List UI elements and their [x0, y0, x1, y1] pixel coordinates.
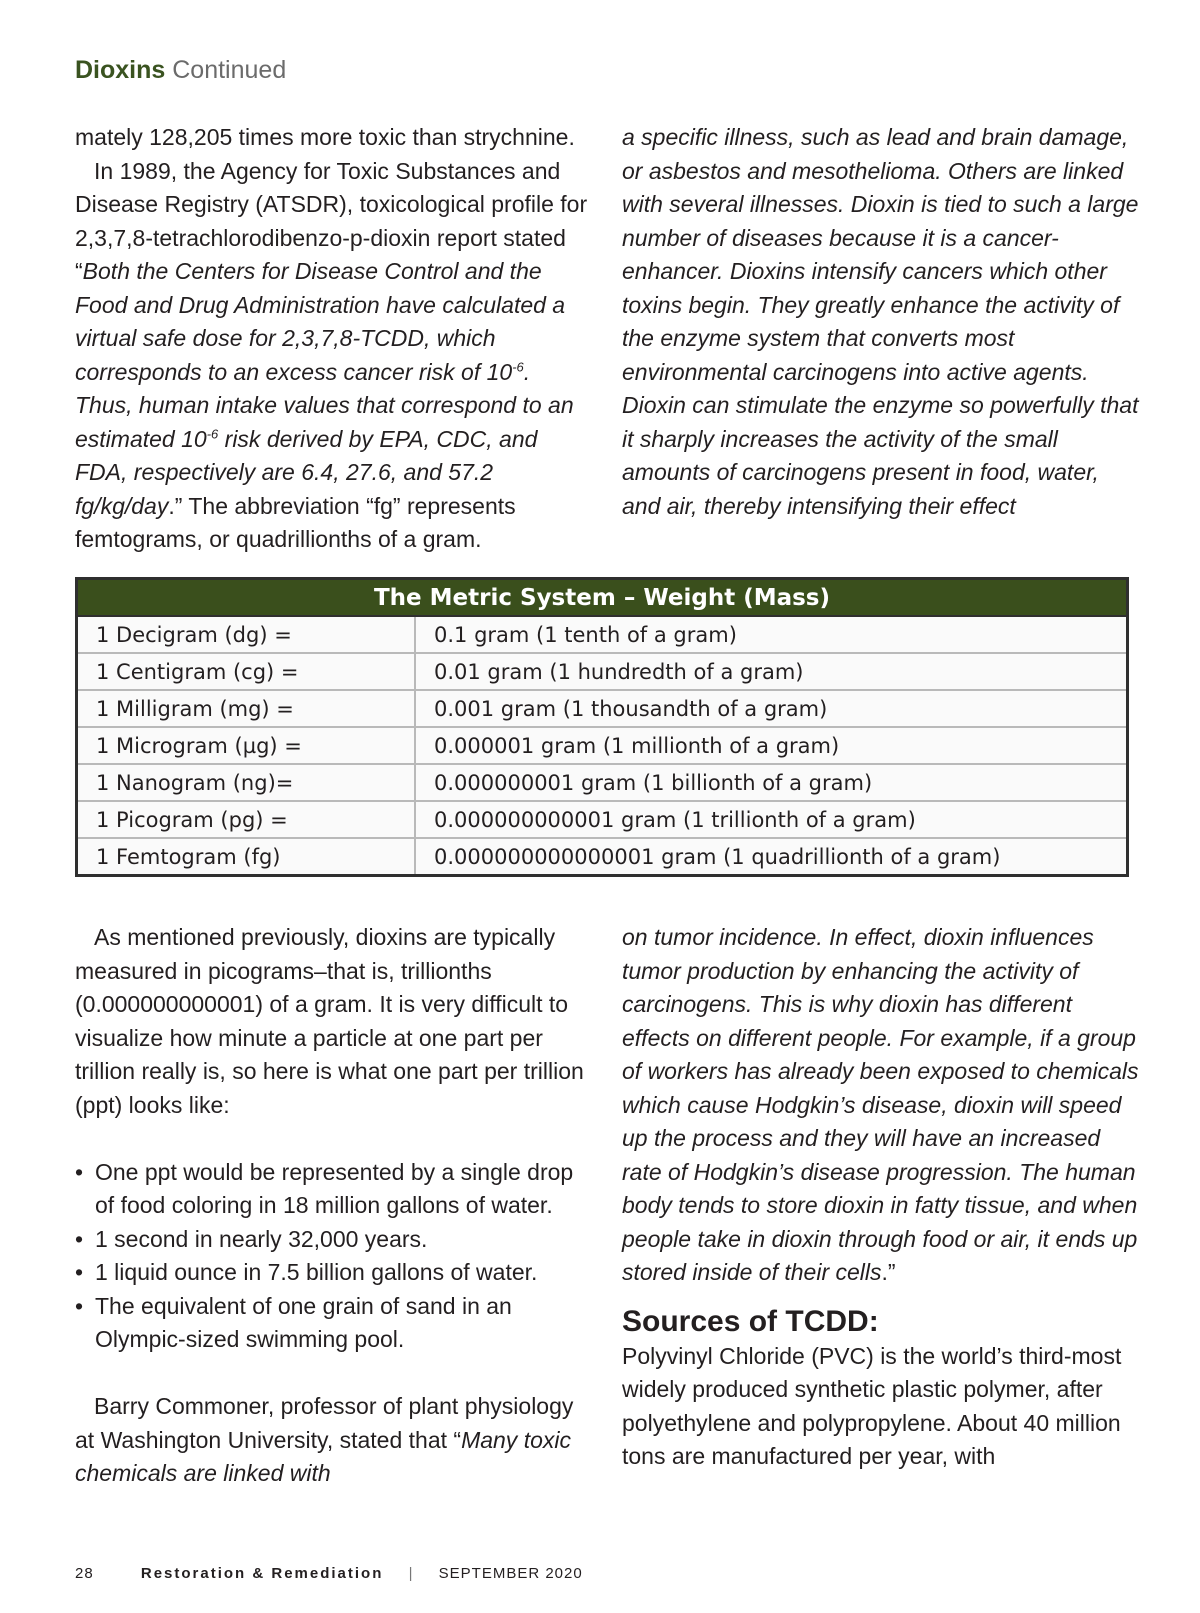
table-row — [77, 690, 1128, 727]
page-header — [75, 53, 286, 87]
value-cell: 0.01 gram (1 hundredth of a gram) — [415, 653, 1128, 690]
table-row — [77, 727, 1128, 764]
publication-name: Restoration & Remediation — [140, 1565, 384, 1582]
value-cell: 0.1 gram (1 tenth of a gram) — [415, 616, 1128, 653]
list-item: • 1 second in nearly 32,000 years. — [75, 1223, 590, 1257]
bottom-right-column — [622, 921, 1142, 1474]
value-cell: 0.000000000000001 gram (1 quadrillionth of a gram) — [415, 838, 1128, 876]
unit-cell: 1 Picogram (pg) = — [77, 801, 416, 838]
superscript: -6 — [206, 425, 219, 441]
paragraph — [75, 155, 590, 557]
issue-date: SEPTEMBER 2020 — [438, 1565, 583, 1582]
quote-text — [75, 258, 574, 519]
page-number: 28 — [75, 1565, 94, 1582]
list-item: • One ppt would be represented by a single drop of food coloring in 18 million gallons of water. — [75, 1156, 590, 1223]
paragraph: a specific illness, such as lead and brain damage, or asbestos and mesothelioma. Others are linked with several illnesses. Dioxin is tied to such a large number of diseases because it is a cancer-enhancer. Dioxins intensify cancers which other toxins begin. They greatly enhance the activity of the enzyme system that converts most environmental carcinogens into active agents. Dioxin can stimulate the enzyme so powerfully that it sharply increases the activity of the small amounts of carcinogens present in food, water, and air, thereby intensifying their effect — [622, 124, 1139, 519]
table-title: The Metric System – Weight (Mass) — [77, 579, 1128, 617]
unit-cell: 1 Milligram (mg) = — [77, 690, 416, 727]
paragraph: Polyvinyl Chloride (PVC) is the world’s third-most widely produced synthetic plastic polymer, after polyethylene and polypropylene. About 40 million tons are manufactured per year, with — [622, 1342, 1122, 1469]
bottom-left-column — [75, 921, 590, 1491]
value-cell: 0.000001 gram (1 millionth of a gram) — [415, 727, 1128, 764]
superscript: -6 — [512, 358, 524, 374]
list-item: • The equivalent of one grain of sand in an Olympic-sized swimming pool. — [75, 1290, 590, 1357]
table-row — [77, 653, 1128, 690]
text-run: Both the Centers for Disease Control and the Food and Drug Administration have calculated a virtual safe dose for 2,3,7,8-TCDD, which corresponds to an excess cancer risk of 10 — [75, 258, 566, 385]
table-row — [77, 801, 1128, 838]
paragraph: As mentioned previously, dioxins are typically measured in picograms–that is, trillionths (0.000000000001) of a gram. It is very difficult to visualize how minute a particle at one part per trillion really is, so here is what one part per trillion (ppt) looks like: — [75, 924, 584, 1118]
unit-cell: 1 Decigram (dg) = — [77, 616, 416, 653]
page-footer — [75, 1565, 603, 1582]
section-heading: Sources of TCDD: — [622, 1304, 879, 1338]
table-row — [77, 764, 1128, 801]
text-run: .” — [881, 1259, 896, 1285]
paragraph-gap — [75, 1357, 590, 1391]
text-run: Barry Commoner, professor of plant physiology at Washington University, stated that “ — [75, 1393, 574, 1453]
top-right-column — [622, 121, 1142, 523]
table-row — [77, 838, 1128, 876]
unit-cell: 1 Nanogram (ng)= — [77, 764, 416, 801]
unit-cell: 1 Centigram (cg) = — [77, 653, 416, 690]
footer-separator: | — [408, 1565, 414, 1582]
text-run: risk derived by EPA, CDC, and FDA, respectively are 6.4, 27.6, and 57.2 fg/kg/day — [75, 425, 538, 519]
quote-text: on tumor incidence. In effect, dioxin influences tumor production by enhancing the activity of carcinogens. This is why dioxin has different effects on different people. For example, if a group of workers has already been exposed to chemicals which cause Hodgkin’s disease, dioxin will speed up the process and they will have an increased rate of Hodgkin’s disease progression. The human body tends to store dioxin in fatty tissue, and when people take in dioxin through food or air, it ends up stored inside of their cells — [622, 924, 1139, 1285]
table-row — [77, 616, 1128, 653]
paragraph — [75, 1390, 590, 1491]
metric-weight-table — [75, 577, 1129, 877]
text-run: . Thus, human intake values that correspond to an estimated 10 — [75, 358, 574, 452]
value-cell: 0.000000001 gram (1 billionth of a gram) — [415, 764, 1128, 801]
value-cell: 0.000000000001 gram (1 trillionth of a gram) — [415, 801, 1128, 838]
unit-cell: 1 Microgram (µg) = — [77, 727, 416, 764]
paragraph-gap — [75, 1122, 590, 1156]
header-continued: Continued — [172, 56, 287, 84]
text-run: In 1989, the Agency for Toxic Substances and Disease Registry (ATSDR), toxicological profile for 2,3,7,8-tetrachlorodibenzo-p-dioxin report stated “ — [75, 157, 588, 284]
text-run: .” The abbreviation “fg” represents femtograms, or quadrillionths of a gram. — [75, 492, 516, 552]
quote-text: Many toxic chemicals are linked with — [75, 1426, 571, 1486]
value-cell: 0.001 gram (1 thousandth of a gram) — [415, 690, 1128, 727]
bullet-list — [75, 1156, 590, 1357]
unit-cell: 1 Femtogram (fg) — [77, 838, 416, 876]
paragraph — [622, 921, 1142, 1290]
top-left-column — [75, 121, 590, 557]
paragraph: mately 128,205 times more toxic than strychnine. — [75, 124, 575, 150]
list-item: • 1 liquid ounce in 7.5 billion gallons of water. — [75, 1256, 590, 1290]
header-section-title: Dioxins — [75, 56, 166, 84]
